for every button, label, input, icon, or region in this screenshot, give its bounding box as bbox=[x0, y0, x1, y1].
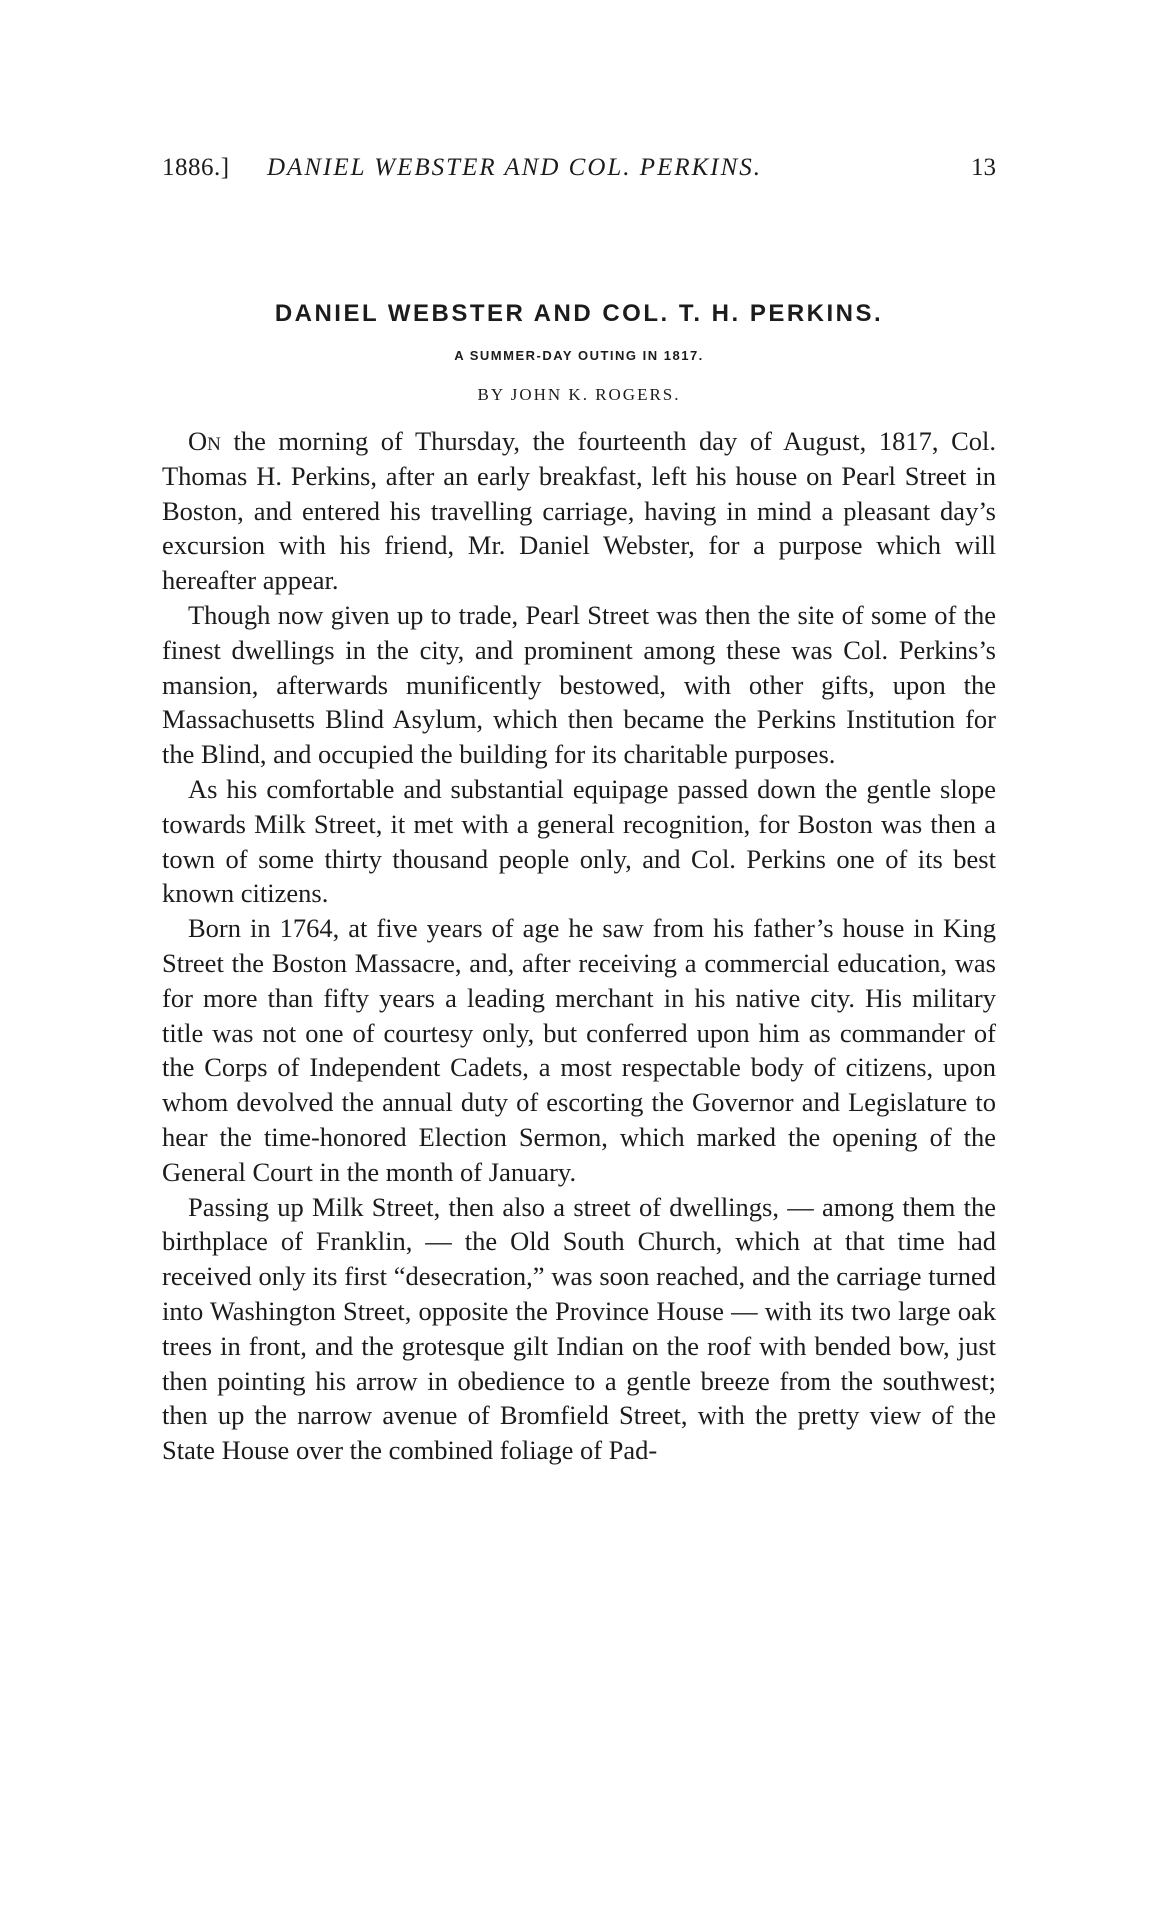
paragraph-lead-word: On bbox=[188, 426, 221, 456]
article-title: DANIEL WEBSTER AND COL. T. H. PERKINS. bbox=[274, 300, 884, 327]
paragraph bbox=[162, 772, 996, 911]
paragraph bbox=[162, 1190, 996, 1468]
article-subtitle: A SUMMER-DAY OUTING IN 1817. bbox=[454, 348, 704, 363]
paragraph-text: Though now given up to trade, Pearl Street was then the site of some of the finest dwellings in the city, and prominent among these was Col. Perkins’s mansion, afterwards munificently bestowed, with other gifts, upon the Massachusetts Blind Asylum, which then became the Perkins Institution for the Blind, and occupied the building for its charitable purposes. bbox=[162, 599, 996, 770]
paragraph-text: As his comfortable and substantial equipage passed down the gentle slope towards Milk Street, it met with a general recognition, for Boston was then a town of some thirty thousand people only, and Col. Perkins one of its best known citizens. bbox=[162, 773, 996, 909]
paragraph bbox=[162, 598, 996, 772]
paragraph bbox=[162, 911, 996, 1189]
article-body bbox=[162, 424, 996, 1468]
paragraph-text: the morning of Thursday, the fourteenth day of August, 1817, Col. Thomas H. Perkins, after an early breakfast, left his house on Pearl Street in Boston, and entered his travelling carriage, having in mind a pleasant day’s excursion with his friend, Mr. Daniel Webster, for a purpose which will hereafter appear. bbox=[162, 426, 996, 596]
page-number: 13 bbox=[971, 154, 996, 181]
paragraph-text: Born in 1764, at five years of age he saw from his father’s house in King Street the Boston Massacre, and, after receiving a commercial education, was for more than fifty years a leading merchant in his native city. His military title was not one of courtesy only, but conferred upon him as commander of the Corps of Independent Cadets, a most respectable body of citizens, upon whom devolved the annual duty of escorting the Governor and Legislature to hear the time-honored Election Sermon, which marked the opening of the General Court in the month of January. bbox=[162, 913, 996, 1187]
article-byline: BY JOHN K. ROGERS. bbox=[477, 385, 681, 404]
paragraph bbox=[162, 424, 996, 598]
paragraph-text: Passing up Milk Street, then also a street of dwellings, — among them the birthplace of Franklin, — the Old South Church, which at that time had received only its first “desecration,” was soon reached, and the carriage turned into Washington Street, opposite the Province House — with its two large oak trees in front, and the grotesque gilt Indian on the roof with bended bow, just then pointing his arrow in obedience to a gentle breeze from the southwest; then up the narrow avenue of Bromfield Street, with the pretty view of the State House over the combined foliage of Pad- bbox=[162, 1191, 996, 1466]
running-head bbox=[162, 148, 996, 188]
running-head-year: 1886.] bbox=[162, 154, 230, 181]
running-head-title: DANIEL WEBSTER AND COL. PERKINS. bbox=[267, 154, 763, 181]
